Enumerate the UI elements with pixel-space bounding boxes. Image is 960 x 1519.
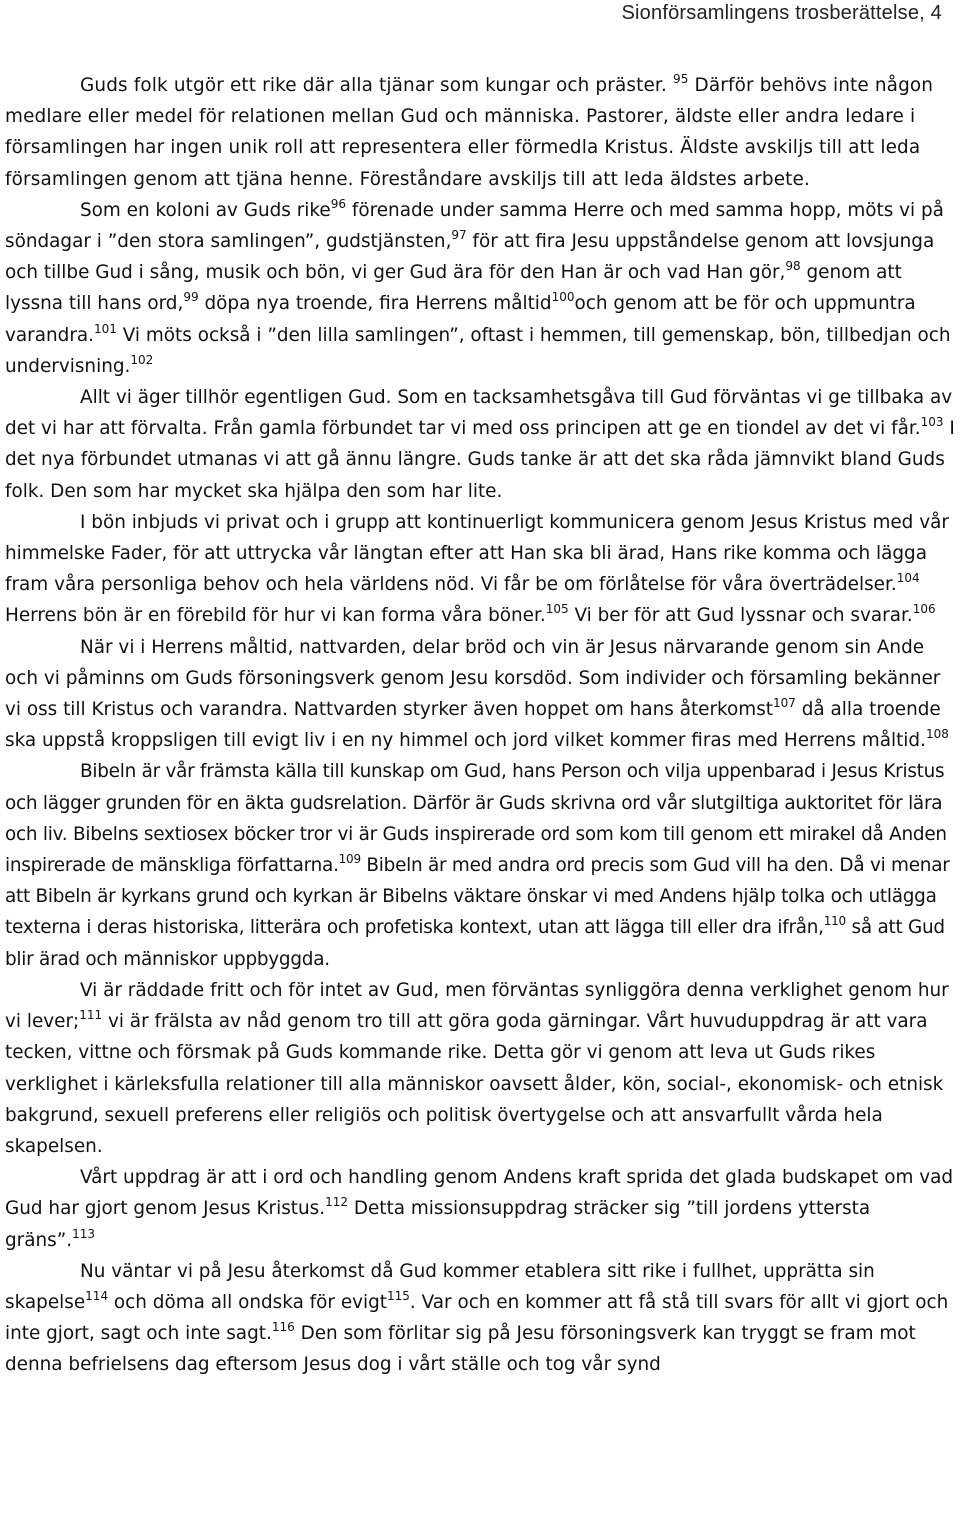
footnote-reference: 110 [823, 914, 846, 929]
paragraph-text: döpa nya troende, fira Herrens måltid [198, 293, 552, 315]
footnote-reference: 95 [672, 72, 689, 86]
footnote-reference: 106 [912, 602, 936, 617]
paragraph-text: Den som förlitar sig på Jesu försoningsverk kan tryggt se fram mot denna befrielsens dag eftersom Jesus dog i vårt ställe och tog vår synd [5, 1323, 916, 1376]
footnote-reference: 100 [551, 290, 575, 305]
paragraph-text: då alla troende ska uppstå kroppsligen till evigt liv i en ny himmel och jord vilket kommer firas med Herrens måltid. [5, 699, 941, 752]
paragraph-text: genom att lyssna till hans ord, [5, 262, 902, 315]
paragraph-text: Guds folk utgör ett rike där alla tjänar som kungar och präster. [80, 75, 673, 96]
paragraph [5, 975, 955, 1162]
footnote-reference: 104 [896, 571, 920, 586]
footnote-reference: 115 [387, 1288, 410, 1303]
footnote-reference: 102 [130, 352, 154, 367]
footnote-reference: 108 [925, 727, 949, 742]
footnote-reference: 96 [330, 196, 346, 211]
running-header: Sionförsamlingens trosberättelse, 4 [621, 2, 942, 24]
paragraph [5, 507, 955, 632]
paragraph [5, 382, 955, 507]
paragraph-text: Detta missionsuppdrag sträcker sig ”till jordens yttersta gräns”. [5, 1198, 871, 1251]
footnote-reference: 109 [338, 852, 361, 867]
footnote-reference: 103 [920, 415, 944, 430]
paragraph [5, 70, 955, 195]
footnote-reference: 101 [94, 321, 117, 336]
footnote-reference: 97 [451, 228, 467, 243]
paragraph-text: vi är frälsta av nåd genom tro till att göra goda gärningar. Vårt huvuduppdrag är att vara tecken, vittne och försmak på Guds kommande rike. Detta gör vi genom att leva ut Guds rikes verklighet i kärleksfulla relationer till alla människor oavsett ålder, kön, social-, ekonomisk- och etnisk bakgrund, sexuell preferens eller religiös och politisk övertygelse och att ansvarfullt vårda hela skapelsen. [5, 1011, 944, 1157]
footnote-reference: 116 [271, 1320, 295, 1335]
paragraph-text: och genom att be för och uppmuntra varandra. [5, 293, 916, 346]
paragraph-text: för att fira Jesu uppståndelse genom att lovsjunga och tillbe Gud i sång, musik och bön, vi ger Gud ära för den Han är och vad Han gör, [5, 231, 935, 284]
body-text [5, 70, 955, 1381]
paragraph-text: Allt vi äger tillhör egentligen Gud. Som en tacksamhetsgåva till Gud förväntas vi ge tillbaka av det vi har att förvalta. Från gamla förbundet tar vi med oss principen att ge en tiondel av det vi får. [5, 387, 953, 440]
paragraph-text: Som en koloni av Guds rike [80, 199, 331, 221]
paragraph [5, 1256, 955, 1381]
paragraph-text: och döma all ondska för evigt [108, 1291, 388, 1313]
footnote-reference: 112 [325, 1195, 348, 1210]
footnote-reference: 107 [773, 696, 796, 711]
paragraph-text: Vi ber för att Gud lyssnar och svarar. [568, 605, 913, 627]
paragraph [5, 1162, 955, 1256]
footnote-reference: 98 [785, 259, 801, 274]
paragraph-text: Bibeln är med andra ord precis som Gud vill ha den. Då vi menar att Bibeln är kyrkans grund och kyrkan är Bibelns väktare önskar vi med Andens hjälp tolka och utlägga texterna i deras historiska, litterära och profetiska kontext, utan att lägga till eller dra ifrån, [5, 855, 950, 939]
footnote-reference: 99 [183, 290, 199, 305]
paragraph [5, 195, 955, 382]
paragraph [5, 632, 955, 757]
paragraph [5, 756, 955, 974]
paragraph-text: så att Gud blir ärad och människor uppbyggda. [5, 917, 945, 970]
paragraph-text: Nu väntar vi på Jesu återkomst då Gud kommer etablera sitt rike i fullhet, upprätta sin skapelse [5, 1260, 875, 1313]
footnote-reference: 113 [72, 1226, 96, 1241]
footnote-reference: 114 [85, 1288, 109, 1303]
paragraph-text: Herrens bön är en förebild för hur vi kan forma våra böner. [5, 605, 546, 627]
paragraph-text: förenade under samma Herre och med samma hopp, möts vi på söndagar i ”den stora samlingen”, gudstjänsten, [5, 199, 944, 253]
paragraph-text: Vi möts också i ”den lilla samlingen”, oftast i hemmen, till gemenskap, bön, tillbedjan och undervisning. [5, 324, 951, 377]
paragraph-text: I bön inbjuds vi privat och i grupp att kontinuerligt kommunicera genom Jesus Kristus med vår himmelske Fader, för att uttrycka vår längtan efter att Han ska bli ärad, Hans rike komma och lägga fram våra personliga behov och hela världens nöd. Vi får be om förlåtelse för våra överträdelser. [5, 511, 949, 596]
footnote-reference: 111 [79, 1008, 103, 1023]
paragraph-text: I det nya förbundet utmanas vi att gå ännu längre. Guds tanke är att det ska råda jämnvikt bland Guds folk. Den som har mycket ska hjälpa den som har lite. [5, 418, 955, 502]
paragraph-text: Därför behövs inte någon medlare eller medel för relationen mellan Gud och människa. Pastorer, äldste eller andra ledare i församlingen har ingen unik roll att representera eller förmedla Kristus. Äldste avskiljs till att leda församlingen genom att tjäna henne. Föreståndare avskiljs till att leda äldstes arbete. [5, 75, 934, 190]
paragraph-text: När vi i Herrens måltid, nattvarden, delar bröd och vin är Jesus närvarande genom sin Ande och vi påminns om Guds försoningsverk genom Jesu korsdöd. Som individer och församling bekänner vi oss till Kristus och varandra. Nattvarden styrker även hoppet om hans återkomst [5, 636, 941, 721]
footnote-reference: 105 [545, 602, 569, 617]
paragraph-text: Vårt uppdrag är att i ord och handling genom Andens kraft sprida det glada budskapet om vad Gud har gjort genom Jesus Kristus. [5, 1167, 954, 1220]
paragraph-text: Vi är räddade fritt och för intet av Gud, men förväntas synliggöra denna verklighet genom hur vi lever; [5, 979, 949, 1033]
paragraph-text: . Var och en kommer att få stå till svars för allt vi gjort och inte gjort, sagt och inte sagt. [5, 1291, 949, 1345]
paragraph-text: Bibeln är vår främsta källa till kunskap om Gud, hans Person och vilja uppenbarad i Jesus Kristus och lägger grunden för en äkta gudsrelation. Därför är Guds skrivna ord vår slutgiltiga auktoritet för lära och liv. Bibelns sextiosex böcker tror vi är Guds inspirerade ord som kom till genom ett mirakel då Anden inspirerade de mänskliga författarna. [5, 761, 947, 877]
